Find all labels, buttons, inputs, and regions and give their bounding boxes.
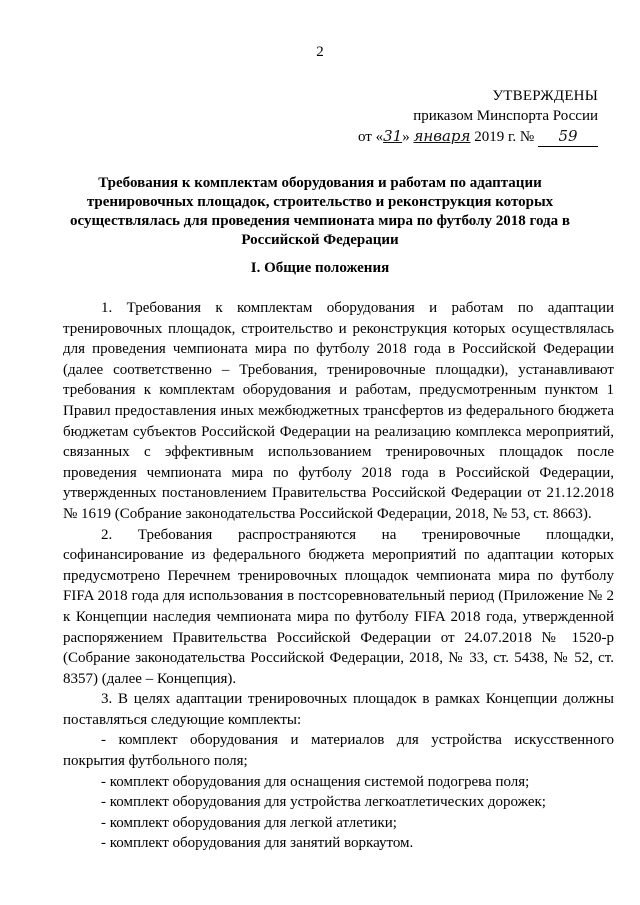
date-prefix: от « <box>357 129 384 145</box>
document-body <box>63 298 614 854</box>
list-item: - комплект оборудования и материалов для устройства искусственного покрытия футбольного поля; <box>63 732 614 770</box>
list-item: - комплект оборудования для занятий воркаутом. <box>101 835 414 852</box>
list-item: - комплект оборудования для устройства легкоатлетических дорожек; <box>101 794 546 811</box>
handwritten-month: января <box>413 127 471 145</box>
approval-date-line <box>358 126 598 147</box>
approval-block <box>358 86 598 147</box>
section-heading: I. Общие положения <box>250 260 390 276</box>
year-label: 2019 г. № <box>474 129 535 145</box>
paragraph-2: 2. Требования распространяются на тренировочные площадки, софинансирование из федерального бюджета мероприятий по адаптации которых предусмотрено Перечнем тренировочных площадок чемпионата мира по футболу FIFA 2018 года для использования в постсоревновательный период (Приложение № 2 к Концепции наследия чемпионата мира по футболу FIFA 2018 года, утвержденной распоряжением Правительства Российской Федерации от 24.07.2018 № 1520-р (Собрание законодательства Российской Федерации, 2018, № 33, ст. 5438, № 52, ст. 8357) (далее – Концепция). <box>63 526 614 687</box>
date-quote-close: » <box>402 129 410 145</box>
paragraph-3: 3. В целях адаптации тренировочных площадок в рамках Концепции должны поставляться следующие комплекты: <box>63 691 614 728</box>
handwritten-number: 59 <box>538 126 598 147</box>
list-item: - комплект оборудования для легкой атлетики; <box>101 814 397 831</box>
handwritten-day: 31 <box>383 127 403 145</box>
document-title: Требования к комплектам оборудования и работам по адаптации тренировочных площадок, строительство и реконструкция которых осуществлялась для проведения чемпионата мира по футболу 2018 года в Российской Федерации <box>70 175 570 248</box>
page-number: 2 <box>316 44 324 60</box>
approval-order: приказом Минспорта России <box>413 108 598 124</box>
paragraph-1: 1. Требования к комплектам оборудования и работам по адаптации тренировочных площадок, строительство и реконструкция которых осуществлялась для проведения чемпионата мира по футболу 2018 года в Российской Федерации (далее соответственно – Требования, тренировочные площадки), устанавливают требования к комплектам оборудования и работам, предусмотренным пунктом 1 Правил предоставления иных межбюджетных трансфертов из федерального бюджета бюджетам субъектов Российской Федерации на реализацию комплекса мероприятий, связанных с эффективным использованием тренировочных площадок после проведения чемпионата мира по футболу 2018 года в Российской Федерации, утвержденных постановлением Правительства Российской Федерации от 21.12.2018 № 1619 (Собрание законодательства Российской Федерации, 2018, № 53, ст. 8663). <box>63 300 614 522</box>
list-item: - комплект оборудования для оснащения системой подогрева поля; <box>101 773 530 790</box>
approval-heading: УТВЕРЖДЕНЫ <box>492 88 598 104</box>
